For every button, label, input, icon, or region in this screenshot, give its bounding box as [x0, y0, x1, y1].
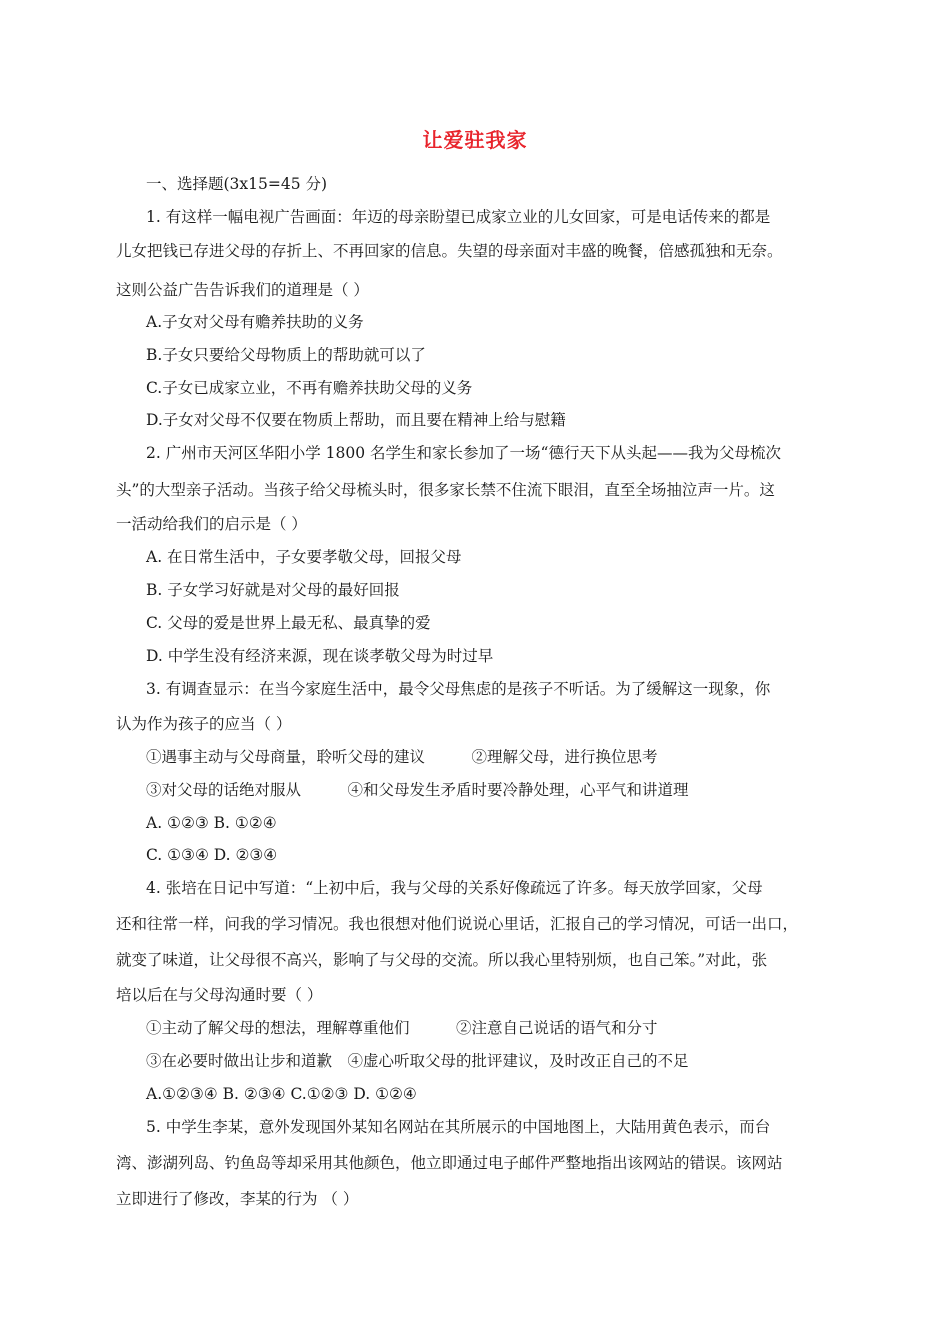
question-3-text-cont: 认为作为孩子的应当（ ）	[116, 715, 292, 733]
question-4-options-row-1: A.①②③④ B. ②③④ C.①②③ D. ①②④	[146, 1085, 417, 1103]
question-3-options-row-1: A. ①②③ B. ①②④	[146, 814, 277, 832]
question-1-option-c: C.子女已成家立业，不再有赡养扶助父母的义务	[146, 379, 473, 397]
document-title: 让爱驻我家	[422, 128, 528, 152]
question-3-text: 3. 有调查显示：在当今家庭生活中，最令父母焦虑的是孩子不听话。为了缓解这一现象，你	[146, 680, 771, 698]
section-heading: 一、选择题(3x15=45 分)	[146, 175, 328, 193]
question-1-text: 1. 有这样一幅电视广告画面：年迈的母亲盼望已成家立业的儿女回家，可是电话传来的都是	[146, 208, 771, 226]
question-2-text-cont: 一活动给我们的启示是（ ）	[116, 515, 307, 533]
question-2-option-a: A. 在日常生活中，子女要孝敬父母，回报父母	[146, 548, 462, 566]
question-3-items-row-1: ①遇事主动与父母商量，聆听父母的建议 ②理解父母，进行换位思考	[146, 748, 658, 766]
question-2-text-cont: 头”的大型亲子活动。当孩子给父母梳头时，很多家长禁不住流下眼泪，直至全场抽泣声一片。这	[116, 481, 775, 499]
question-1-option-b: B.子女只要给父母物质上的帮助就可以了	[146, 346, 426, 364]
question-5-text-cont: 湾、澎湖列岛、钓鱼岛等却采用其他颜色，他立即通过电子邮件严整地指出该网站的错误。该网站	[116, 1154, 783, 1172]
question-1-option-d: D.子女对父母不仅要在物质上帮助，而且要在精神上给与慰籍	[146, 411, 566, 429]
question-4-items-row-2: ③在必要时做出让步和道歉 ④虚心听取父母的批评建议，及时改正自己的不足	[146, 1052, 689, 1070]
question-1-text-cont: 这则公益广告告诉我们的道理是（ ）	[116, 281, 369, 299]
question-3-options-row-2: C. ①③④ D. ②③④	[146, 846, 278, 864]
question-2-option-b: B. 子女学习好就是对父母的最好回报	[146, 581, 400, 599]
question-5-text-cont: 立即进行了修改，李某的行为 （ ）	[116, 1190, 359, 1208]
question-1-text-cont: 儿女把钱已存进父母的存折上、不再回家的信息。失望的母亲面对丰盛的晚餐，倍感孤独和无奈。	[116, 242, 783, 260]
question-4-text-cont: 还和往常一样，问我的学习情况。我也很想对他们说说心里话，汇报自己的学习情况，可话一出口，	[116, 915, 799, 933]
question-4-items-row-1: ①主动了解父母的想法，理解尊重他们 ②注意自己说话的语气和分寸	[146, 1019, 658, 1037]
question-2-option-c: C. 父母的爱是世界上最无私、最真挚的爱	[146, 614, 431, 632]
question-4-text: 4. 张培在日记中写道：“上初中后，我与父母的关系好像疏远了许多。每天放学回家，父母	[146, 879, 763, 897]
question-2-option-d: D. 中学生没有经济来源，现在谈孝敬父母为时过早	[146, 647, 494, 665]
question-3-items-row-2: ③对父母的话绝对服从 ④和父母发生矛盾时要冷静处理，心平气和讲道理	[146, 781, 689, 799]
question-4-text-cont: 培以后在与父母沟通时要（ ）	[116, 986, 323, 1004]
question-1-option-a: A.子女对父母有赡养扶助的义务	[146, 313, 364, 331]
question-4-text-cont: 就变了味道，让父母很不高兴，影响了与父母的交流。所以我心里特别烦，也自己笨。”对此，张	[116, 951, 768, 969]
question-2-text: 2. 广州市天河区华阳小学 1800 名学生和家长参加了一场“德行天下从头起——我为父母梳次	[146, 444, 781, 462]
question-5-text: 5. 中学生李某，意外发现国外某知名网站在其所展示的中国地图上，大陆用黄色表示，而台	[146, 1118, 771, 1136]
